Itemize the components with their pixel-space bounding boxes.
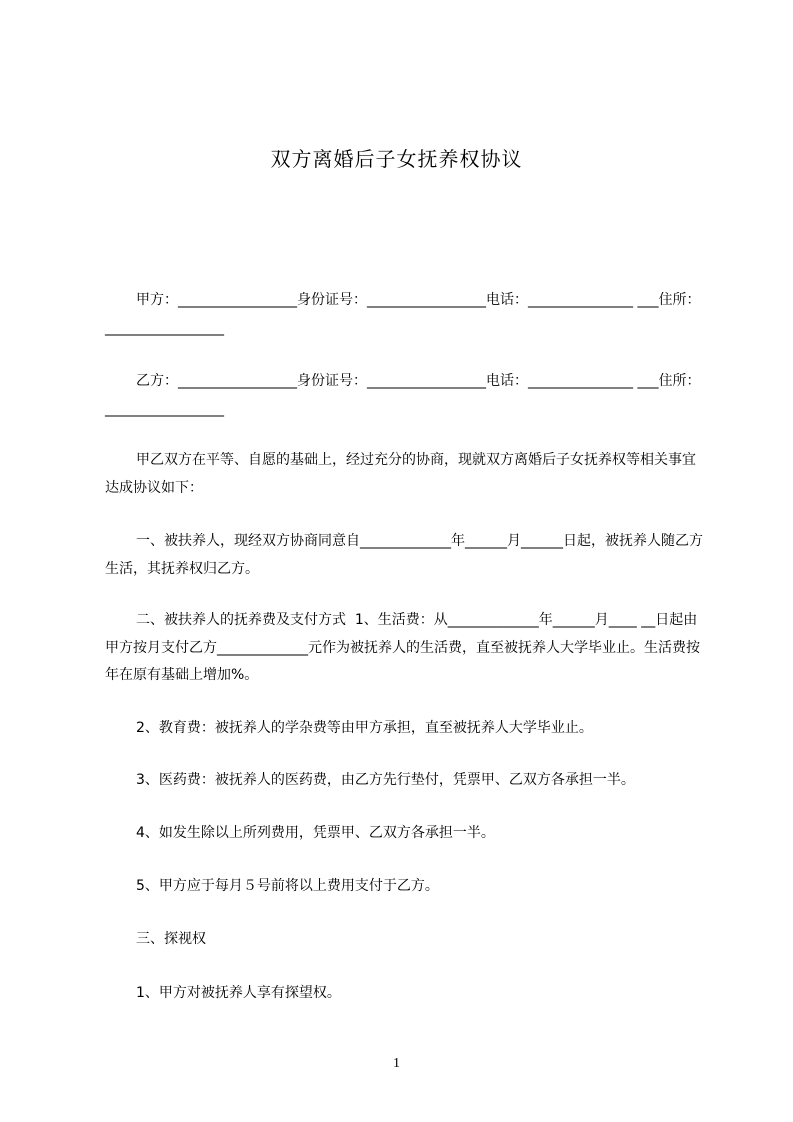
clause-2-education-fee: 2、教育费：被抚养人的学杂费等由甲方承担，直至被抚养人大学毕业止。 [136,720,593,736]
clause-1-custody: 一、被扶养人，现经双方协商同意自_____________年______月______日起，被抚养人随乙方生活，其抚养权归乙方。 [105,533,703,577]
clause-2-payment-date: 5、甲方应于每月５号前将以上费用支付于乙方。 [136,878,439,894]
clause-2-medical-fee: 3、医药费：被抚养人的医药费，由乙方先行垫付，凭票甲、乙双方各承担一半。 [136,772,635,788]
clause-3-heading: 三、探视权 [136,931,206,947]
agreement-preamble: 甲乙双方在平等、自愿的基础上，经过充分的协商，现就双方离婚后子女抚养权等相关事宜达成协议如下： [105,452,696,496]
clause-2-support-payment: 二、被扶养人的抚养费及支付方式 1、生活费：从_____________年______月____ __日起由甲方按月支付乙方_____________元作为被抚养人的生活费，直至被抚养人大学毕业止。生活费按年在原有基础上增加%。 [105,612,700,683]
clause-2-other-fees: 4、如发生除以上所列费用，凭票甲、乙双方各承担一半。 [136,825,495,841]
document-title: 双方离婚后子女抚养权协议 [270,147,523,171]
page-number: 1 [393,1056,400,1071]
clause-3-visitation: 1、甲方对被抚养人享有探望权。 [136,985,341,1001]
party-a-info: 甲方：_________________身份证号：_________________电话：_______________ ___住所：_________________ [105,292,701,336]
party-b-info: 乙方：_________________身份证号：_________________电话：_______________ ___住所：_________________ [105,373,701,417]
